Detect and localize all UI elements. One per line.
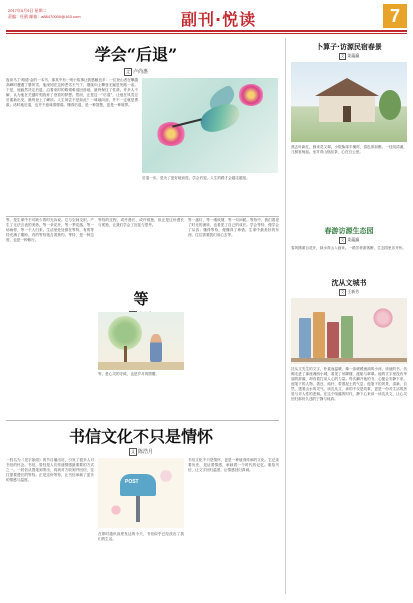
ground (98, 362, 184, 370)
flower-icon (156, 122, 186, 146)
poem-title: 春游访源生态园 (324, 227, 374, 235)
mailbox-illustration (98, 458, 184, 528)
article-title: 书信文化不只是情怀 (68, 427, 213, 446)
author-tag: 文 (340, 54, 345, 58)
article-body-mid: 在即时通讯高度发达的今天，书信似乎已经淡出了我们的生活。 (98, 532, 184, 541)
house-door (343, 106, 351, 122)
side-column (285, 38, 407, 594)
flower-icon (238, 84, 264, 106)
section-divider (6, 216, 279, 217)
flower-icon (108, 502, 124, 518)
main-column (6, 38, 279, 594)
tree-icon (108, 316, 142, 350)
article-byline (291, 289, 407, 296)
book-icon (313, 312, 325, 358)
header-editor: 责编：杜鹃 邮箱：a88470000@163.com (8, 14, 81, 19)
book-icon (341, 316, 353, 358)
author-name: 卢尚惠 (132, 69, 148, 75)
article-title: 学会“后退” (94, 45, 178, 64)
poem-body: 春风拂面百花开，绿水青山入画来。一路芳菲游客醉，生态园里乐开怀。 (291, 246, 406, 250)
article-body: 等，是生命中不可缺少的时光诉说。它与空间交织，产生了无法言表的美妙。等一朵花开，等一季花落，等一场雨停，等一个人归来。生活里处处都在等待，有的等待充满了期盼，有的等待饱含着焦灼。等待，是一种态度，也是一种修行。 (6, 218, 94, 242)
mailbox-post (136, 496, 140, 522)
article-byline (86, 68, 186, 76)
article-body-cont: 后退一步，是为了更好地前进。学会后退，人生的路才会越走越宽。 (142, 176, 250, 180)
article-body: 一档名为《见字如面》的节目播出后，引发了很多人对书信的怀念。书信，曾经是人们传递情感最重要的方式之一。一封信从提笔到寄出，再到对方收到并回信，往往需要漫长的等待。正是这份等待，让书信承载了更多的情感与温度。 (6, 458, 94, 482)
poem-byline (291, 237, 407, 244)
books-illustration (291, 298, 407, 364)
poem-body: 燕去叶新红，蜂来花又翠。小院柴扉半掩时，春色浓如醉。一径绕清溪，几树垂杨起。坐对青山细品茶，心在白云里。 (291, 145, 407, 154)
cottage-illustration (291, 62, 407, 142)
article-body-mid2: 等，是心灵的守候，也是岁月的馈赠。 (98, 372, 160, 376)
mailbox-icon (120, 474, 156, 496)
author-name: 姜蕴瀛 (347, 237, 360, 242)
author-tag: 文 (125, 69, 130, 74)
author-name: 王新芳 (347, 289, 360, 294)
header-meta (8, 8, 81, 20)
article-body: 沈从文先生的文字，朴素而温暖，像一条缓缓流淌的小河。读他的书，仿佛走进了那座湘西小城，看见了吊脚楼、渡船与翠翠。他的文字里没有华丽的辞藻，却有着打动人心的力量。每次翻开他的书，心便会安静下来。他笔下的人物，善良、纯朴，带着泥土的气息；他笔下的风景，清新、自然，透着山水的灵气。读沈从文，读的不仅是故事，更是一份对生活的热爱与对人性的悲悯。在这个喧嚣的时代，静下心来读一读沈从文，让心灵回归那份久违的宁静与纯真。 (291, 367, 407, 401)
author-tag: 文 (340, 290, 345, 294)
article-title: 沈从文城书 (331, 279, 367, 287)
article-body-right: 等一盏灯，等一缕炊烟，等一句问候。等待中，我们看见了时光的流转，也看见了自己的成长。学会等待，便学会了从容；懂得等待，便懂得了珍惜。生命中最美好的东西，往往需要我们用心去等。 (188, 218, 279, 237)
header-date: 2017年5月9日 星期二 (8, 8, 47, 13)
book-icon (299, 318, 311, 358)
header-rule (6, 30, 407, 32)
article-shen-congwen (291, 278, 407, 603)
page-number: 7 (383, 4, 407, 28)
article-byline (96, 448, 186, 456)
author-tag: 文 (340, 238, 345, 242)
girl-figure (150, 334, 162, 362)
house-roof (315, 78, 379, 96)
page-header (6, 4, 407, 30)
author-name: 姜蕴瀛 (347, 53, 360, 58)
poem-title: 卜算子·访源民宿春景 (316, 43, 382, 51)
article-retreat (6, 38, 279, 216)
article-middle-column (98, 218, 184, 418)
hummingbird-illustration (142, 78, 278, 173)
section-divider (6, 420, 279, 421)
author-tag: 文 (130, 449, 135, 454)
mailbox-label: POST (125, 479, 139, 485)
article-title: 等 (133, 290, 149, 308)
poem-homestay (291, 42, 407, 231)
author-name: 陈浩月 (137, 449, 153, 455)
book-icon (327, 322, 339, 358)
hummingbird-icon (197, 100, 242, 135)
section-title: 副刊·悦读 (181, 10, 257, 29)
article-body-right: 书信文化不只是情怀，更是一种值得传承的文化。它记录着历史，见证着情感，承载着一个时代的记忆。重拾书信，让文字回归温度，让情感回归真诚。 (188, 458, 279, 472)
flower-pot-icon (371, 306, 395, 330)
article-body: 夜读马丁·路德·金的一本书，那其中有一则小故事让我感触良多：一位登山者在攀越高峰时遭遇了暴风雪，他深知在这种恶劣天气下，继续向上攀登无疑是死路一条。于是，他毅然决定后退，沿着来时的路艰难返回营地，最终保住了性命。许多人不解，认为他在关键时刻放弃了登顶的梦想。然而，正是这一“后退”，让他在风雪过后重新出发，最终登上了峰顶。人生何尝不是如此？一味地向前，并不一定就是勇敢；适时地后退，也并不意味着懦弱。懂得后退，是一种智慧，更是一种境界。 (6, 78, 138, 107)
article-body-mid: 等待的过程，或许漫长，或许孤独，但正是这份漫长与孤独，让我们学会了沉淀与思考。 (98, 218, 184, 227)
tree-icon (379, 90, 401, 120)
article-waiting (6, 218, 279, 418)
bookshelf (291, 358, 407, 362)
article-title-block (36, 424, 246, 447)
poem-byline (291, 53, 407, 60)
article-letters (6, 422, 279, 594)
petal-icon (156, 466, 176, 486)
tree-girl-illustration (98, 312, 184, 370)
header-rule-thin (6, 33, 407, 34)
